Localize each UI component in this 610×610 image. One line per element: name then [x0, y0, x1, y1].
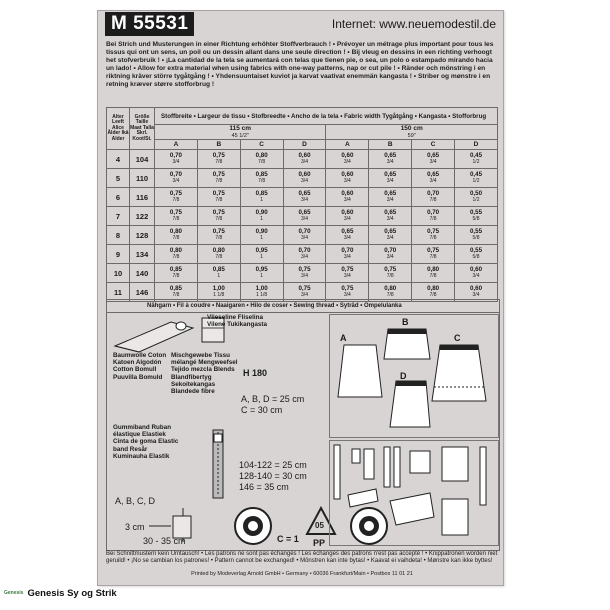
yardage-cell: [155, 245, 198, 264]
yardage-cell: [326, 207, 369, 226]
fabric-width-header: Stoffbreite • Largeur de tissu • Stofbreedte • Ancho de la tela • Fabric width Tygåtgång • Kangasta • Stofforbrug: [155, 108, 498, 125]
no-exchange-note: Bei Schnittmustern kein Umtausch! • Les patrons ne sont pas échangés ! Les échanges des patrons n'est pas accepté ! • Knippatronen worden niet geruild! • ¡No se cambian los patrones! • Pattern cannot be exchanged! • Mönstren kan inte bytas! • Kaavat ei vaihdeta! • Mønstre kan ikke byttes!: [106, 551, 498, 564]
meters-value: 0,70: [169, 152, 182, 159]
yardage-cell: [197, 264, 240, 283]
yardage-cell: [155, 169, 198, 188]
pattern-pieces-drawing: [330, 441, 498, 545]
yards-value: 7/8: [215, 234, 223, 241]
genesis-logo: Genesis: [4, 590, 24, 597]
meters-value: 0,70: [427, 190, 440, 197]
yardage-cell: [326, 150, 369, 169]
meters-value: 0,80: [255, 152, 268, 159]
meters-value: 0,85: [212, 266, 225, 273]
age-cell: 8: [107, 226, 130, 245]
envelope-header: [98, 11, 503, 35]
meters-value: 0,85: [255, 171, 268, 178]
table-row: [107, 150, 498, 169]
yards-value: 7/8: [215, 196, 223, 203]
meters-value: 0,85: [169, 266, 182, 273]
column-c-115: C: [240, 140, 283, 150]
yardage-cell: [155, 150, 198, 169]
yards-value: 5/8: [472, 215, 480, 222]
yards-value: 3/4: [301, 215, 308, 222]
yards-value: 3/4: [386, 158, 394, 165]
yardage-cell: [412, 169, 455, 188]
yardage-cell: [369, 169, 412, 188]
yardage-cell: [412, 245, 455, 264]
view-b-label: B: [402, 317, 409, 327]
yardage-cell: [283, 188, 326, 207]
yards-value: 7/8: [258, 177, 266, 184]
yards-value: 3/4: [301, 291, 308, 298]
yards-value: 7/8: [429, 272, 437, 279]
meters-value: 0,45: [469, 171, 483, 178]
yards-value: 5/8: [472, 253, 480, 260]
yardage-cell: [240, 169, 283, 188]
meters-value: 0,50: [469, 190, 483, 197]
meters-value: 0,75: [212, 209, 225, 216]
meters-value: 0,75: [341, 285, 354, 292]
table-row: [107, 169, 498, 188]
yards-value: 7/8: [172, 234, 180, 241]
meters-value: 0,65: [298, 190, 311, 197]
yards-value: 3/4: [472, 291, 480, 298]
meters-value: 0,60: [341, 190, 354, 197]
yardage-cell: [283, 264, 326, 283]
yardage-cell: [155, 207, 198, 226]
yardage-cell: [369, 150, 412, 169]
size-cell: 116: [130, 188, 155, 207]
size-cell: 110: [130, 169, 155, 188]
yards-value: 3/4: [301, 253, 308, 260]
elastic-label: Gummiband Ruban élastique Elastiek Cinta de goma Elastic band Resår Kuminauha Elastik: [113, 424, 179, 460]
meters-value: 0,65: [384, 190, 397, 197]
yardage-cell: [155, 226, 198, 245]
interfacing-h180: H 180: [243, 368, 268, 378]
yards-value: 1 1/8: [213, 291, 225, 298]
yards-value: 7/8: [429, 196, 437, 203]
yards-value: 3/4: [343, 272, 351, 279]
yards-value: 1/2: [472, 177, 480, 184]
yardage-cell: [197, 150, 240, 169]
zipper-length-2: 128-140 = 30 cm: [239, 471, 307, 481]
skirt-drawings: [330, 315, 498, 437]
meters-value: 0,75: [169, 209, 182, 216]
meters-value: 0,70: [341, 247, 354, 254]
meters-value: 0,65: [298, 209, 311, 216]
yards-value: 3/4: [472, 272, 480, 279]
yardage-cell: [283, 169, 326, 188]
yards-value: 1: [260, 253, 264, 260]
zipper-length-3: 146 = 35 cm: [239, 482, 289, 492]
yardage-cell: [326, 264, 369, 283]
meters-value: 0,75: [427, 247, 440, 254]
yardage-cell: [455, 226, 498, 245]
size-cell: 146: [130, 283, 155, 302]
yardage-cell: [197, 188, 240, 207]
meters-value: 0,70: [427, 209, 440, 216]
yards-value: 3/4: [301, 196, 308, 203]
blends-label: Mischgewebe Tissu mélangé Mengweefsel Tejido mezcla Blends Blandfibertyg Sekoitekangas Blandede fibre: [171, 352, 238, 396]
yards-value: 3/4: [172, 177, 180, 184]
yards-value: 1: [260, 272, 264, 279]
yardage-cell: [326, 245, 369, 264]
yards-value: 7/8: [172, 253, 180, 260]
yardage-cell: [240, 150, 283, 169]
meters-value: 0,75: [341, 266, 354, 273]
meters-value: 0,75: [169, 190, 182, 197]
yardage-cell: [412, 150, 455, 169]
meters-value: 0,95: [255, 247, 268, 254]
meters-value: 1,00: [212, 285, 225, 292]
table-row: [107, 264, 498, 283]
yards-value: 3/4: [343, 177, 351, 184]
yards-value: 3/4: [429, 177, 437, 184]
yardage-cell: [412, 188, 455, 207]
yardage-cell: [197, 169, 240, 188]
age-cell: 4: [107, 150, 130, 169]
yardage-table: [106, 107, 498, 302]
column-a-115: A: [155, 140, 198, 150]
yards-value: 3/4: [343, 215, 351, 222]
yardage-cell: [455, 188, 498, 207]
meters-value: 0,80: [427, 285, 440, 292]
meters-value: 0,55: [469, 228, 483, 235]
yards-value: 3/4: [386, 234, 394, 241]
meters-value: 0,80: [212, 247, 225, 254]
yards-value: 7/8: [172, 196, 180, 203]
yardage-cell: [412, 264, 455, 283]
yardage-cell: [369, 226, 412, 245]
yards-value: 3/4: [343, 158, 351, 165]
meters-value: 0,65: [384, 152, 397, 159]
yardage-cell: [326, 188, 369, 207]
meters-value: 0,70: [298, 228, 311, 235]
table-row: [107, 188, 498, 207]
yards-value: 3/4: [301, 234, 308, 241]
meters-value: 0,70: [169, 171, 182, 178]
printed-by: Printed by Modeverlag Arnold GmbH • Germany • 60036 Frankfurt/Main • Postbox 11 01 21: [191, 571, 413, 577]
meters-value: 0,70: [384, 247, 397, 254]
yards-value: 3/4: [429, 158, 437, 165]
meters-value: 0,60: [341, 152, 354, 159]
yardage-cell: [283, 207, 326, 226]
meters-value: 0,90: [255, 228, 268, 235]
table-row: [107, 226, 498, 245]
yards-value: 5/8: [472, 234, 480, 241]
table-row: [107, 245, 498, 264]
yards-value: 3/4: [172, 158, 180, 165]
table-row: [107, 207, 498, 226]
meters-value: 0,45: [469, 152, 483, 159]
meters-value: 0,65: [427, 152, 440, 159]
svg-text:05: 05: [315, 521, 324, 530]
sewing-thread-bar: Nähgarn • Fil à coudre • Naaigaren • Hilo de coser • Sewing thread • Syträd • Ompelulanka: [107, 300, 499, 313]
yards-value: 1/2: [472, 196, 480, 203]
size-column-header: Größe Taille Maat Talla Skrl. Koot/St.: [130, 108, 155, 150]
model-number: M 55531: [105, 12, 194, 36]
meters-value: 0,60: [341, 209, 354, 216]
yardage-cell: [283, 150, 326, 169]
meters-value: 0,60: [469, 266, 483, 273]
view-c-label: C: [454, 333, 461, 343]
shop-watermark: [4, 588, 117, 599]
yardage-cell: [412, 226, 455, 245]
view-a-label: A: [340, 333, 347, 343]
size-cell: 140: [130, 264, 155, 283]
meters-value: 0,65: [341, 228, 354, 235]
size-cell: 134: [130, 245, 155, 264]
meters-value: 0,75: [212, 152, 225, 159]
yards-value: 3/4: [301, 272, 308, 279]
yards-value: 7/8: [172, 215, 180, 222]
yardage-cell: [326, 169, 369, 188]
width-115-header: 115 cm 45 1/2": [155, 125, 326, 140]
meters-value: 0,75: [427, 228, 440, 235]
meters-value: 0,75: [298, 266, 311, 273]
age-cell: 7: [107, 207, 130, 226]
yardage-cell: [455, 169, 498, 188]
size-cell: 122: [130, 207, 155, 226]
yards-value: 7/8: [215, 253, 223, 260]
yardage-cell: [283, 245, 326, 264]
yards-value: 7/8: [386, 272, 394, 279]
website-label: Internet: www.neuemodestil.de: [331, 17, 496, 31]
yardage-cell: [326, 226, 369, 245]
yardage-cell: [240, 188, 283, 207]
column-b-115: B: [197, 140, 240, 150]
column-d-115: D: [283, 140, 326, 150]
c-equals-1: C = 1: [277, 534, 299, 544]
yards-value: 3/4: [386, 215, 394, 222]
meters-value: 0,65: [427, 171, 440, 178]
yardage-cell: [455, 207, 498, 226]
meters-value: 0,60: [469, 285, 483, 292]
yards-value: 7/8: [258, 158, 266, 165]
meters-value: 0,55: [469, 247, 483, 254]
meters-value: 0,70: [298, 247, 311, 254]
meters-value: 0,55: [469, 209, 483, 216]
yards-value: 3/4: [386, 177, 394, 184]
column-a-150: A: [326, 140, 369, 150]
view-d-label: D: [400, 371, 407, 381]
length-abd: A, B, D = 25 cm: [241, 394, 305, 404]
meters-value: 1,00: [255, 285, 268, 292]
yards-value: 7/8: [429, 253, 437, 260]
fabric-direction-note: Bei Strich und Musterungen in einer Richtung erhöhter Stoffverbrauch ! • Prévoyer un métrage plus important pour tous les tissus qui ont un sens, un poil ou un dessin allant dans une seule direction ! • Bij vleug en dessins in een richting verhoogt het stofverbruik ! • ¡La cantidad de la tela se aumentará con telas que tienen pie, o sea, un polo o estampado mirando hacia un lado! • Allow for extra material when using fabrics with one-way patterns, nap or cut pile ! • Ränder och mönstring i en riktning kräver större tygåtgång ! • Yhdensuuntaiset kuviot ja karvat vaativat enemmän kangasta ! • Striber og mønstre i en retning kræver større stofforbrug !: [106, 41, 494, 88]
age-cell: 11: [107, 283, 130, 302]
yards-value: 1: [260, 215, 264, 222]
yards-value: 7/8: [215, 158, 223, 165]
yards-value: 3/4: [301, 177, 308, 184]
yardage-cell: [455, 264, 498, 283]
length-c: C = 30 cm: [241, 405, 283, 415]
yards-value: 7/8: [172, 291, 180, 298]
yardage-cell: [369, 245, 412, 264]
meters-value: 0,65: [384, 228, 397, 235]
fabric-roll-illustration: [111, 316, 197, 356]
age-cell: 10: [107, 264, 130, 283]
age-column-header: Alter Leeft Alice Ålder Ikä Alder: [107, 108, 130, 150]
yardage-cell: [155, 264, 198, 283]
meters-value: 0,65: [384, 171, 397, 178]
meters-value: 0,80: [169, 228, 182, 235]
yards-value: 3/4: [301, 158, 308, 165]
yards-value: 3/4: [386, 253, 394, 260]
yards-value: 7/8: [172, 272, 180, 279]
column-b-150: B: [369, 140, 412, 150]
yardage-cell: [197, 207, 240, 226]
views-abcd: A, B, C, D: [115, 496, 156, 506]
yardage-cell: [369, 188, 412, 207]
yards-value: 3/4: [343, 234, 351, 241]
yardage-cell: [455, 245, 498, 264]
yardage-cell: [240, 245, 283, 264]
yardage-cell: [369, 207, 412, 226]
pattern-pieces-box: [329, 440, 499, 546]
meters-value: 0,75: [298, 285, 311, 292]
yardage-cell: [197, 226, 240, 245]
meters-value: 0,95: [255, 266, 268, 273]
meters-value: 0,60: [298, 152, 311, 159]
pattern-envelope: [97, 10, 504, 586]
meters-value: 0,75: [212, 228, 225, 235]
pp-label: PP: [313, 538, 326, 548]
green-dot-icon: [231, 504, 275, 548]
yards-value: 1: [260, 196, 264, 203]
meters-value: 0,75: [212, 171, 225, 178]
yards-value: 3/4: [343, 291, 351, 298]
meters-value: 0,60: [298, 171, 311, 178]
meters-value: 0,80: [384, 285, 397, 292]
yards-value: 7/8: [429, 291, 437, 298]
yards-value: 7/8: [386, 291, 394, 298]
yards-value: 3/4: [343, 196, 351, 203]
yards-value: 1/2: [472, 158, 480, 165]
meters-value: 0,75: [212, 190, 225, 197]
notions-panel: [106, 299, 500, 551]
column-d-150: D: [455, 140, 498, 150]
yards-value: 7/8: [429, 215, 437, 222]
zipper-icon: [207, 428, 229, 502]
skirt-views-box: [329, 314, 499, 438]
shop-name: Genesis Sy og Strik: [27, 588, 117, 599]
size-cell: 128: [130, 226, 155, 245]
age-cell: 9: [107, 245, 130, 264]
age-cell: 6: [107, 188, 130, 207]
column-c-150: C: [412, 140, 455, 150]
meters-value: 0,60: [341, 171, 354, 178]
meters-value: 0,90: [255, 209, 268, 216]
meters-value: 0,75: [384, 266, 397, 273]
yardage-cell: [283, 226, 326, 245]
width-150-header: 150 cm 59": [326, 125, 498, 140]
interfacing-label: Vlieseline Fliselina Vilene Tukikangasta: [207, 314, 267, 329]
yardage-cell: [455, 150, 498, 169]
meters-value: 0,65: [384, 209, 397, 216]
yardage-cell: [197, 245, 240, 264]
age-cell: 5: [107, 169, 130, 188]
meters-value: 0,80: [427, 266, 440, 273]
elastic-length: 30 - 35 cm: [143, 536, 186, 546]
size-cell: 104: [130, 150, 155, 169]
yardage-cell: [240, 207, 283, 226]
yardage-cell: [155, 188, 198, 207]
yards-value: 7/8: [215, 177, 223, 184]
yards-value: 1: [260, 234, 264, 241]
yardage-cell: [240, 226, 283, 245]
yardage-cell: [412, 207, 455, 226]
cotton-label: Baumwolle Coton Katoen Algodón Cotton Bomull Puuvilla Bomuld: [113, 352, 167, 381]
yards-value: 1: [217, 272, 221, 279]
yards-value: 7/8: [215, 215, 223, 222]
yards-value: 1 1/8: [256, 291, 268, 298]
zipper-length-1: 104-122 = 25 cm: [239, 460, 307, 470]
yards-value: 3/4: [386, 196, 394, 203]
elastic-width: 3 cm: [125, 522, 145, 532]
yardage-cell: [240, 264, 283, 283]
yards-value: 3/4: [343, 253, 351, 260]
yardage-cell: [369, 264, 412, 283]
yards-value: 7/8: [429, 234, 437, 241]
meters-value: 0,85: [255, 190, 268, 197]
meters-value: 0,80: [169, 247, 182, 254]
meters-value: 0,85: [169, 285, 182, 292]
